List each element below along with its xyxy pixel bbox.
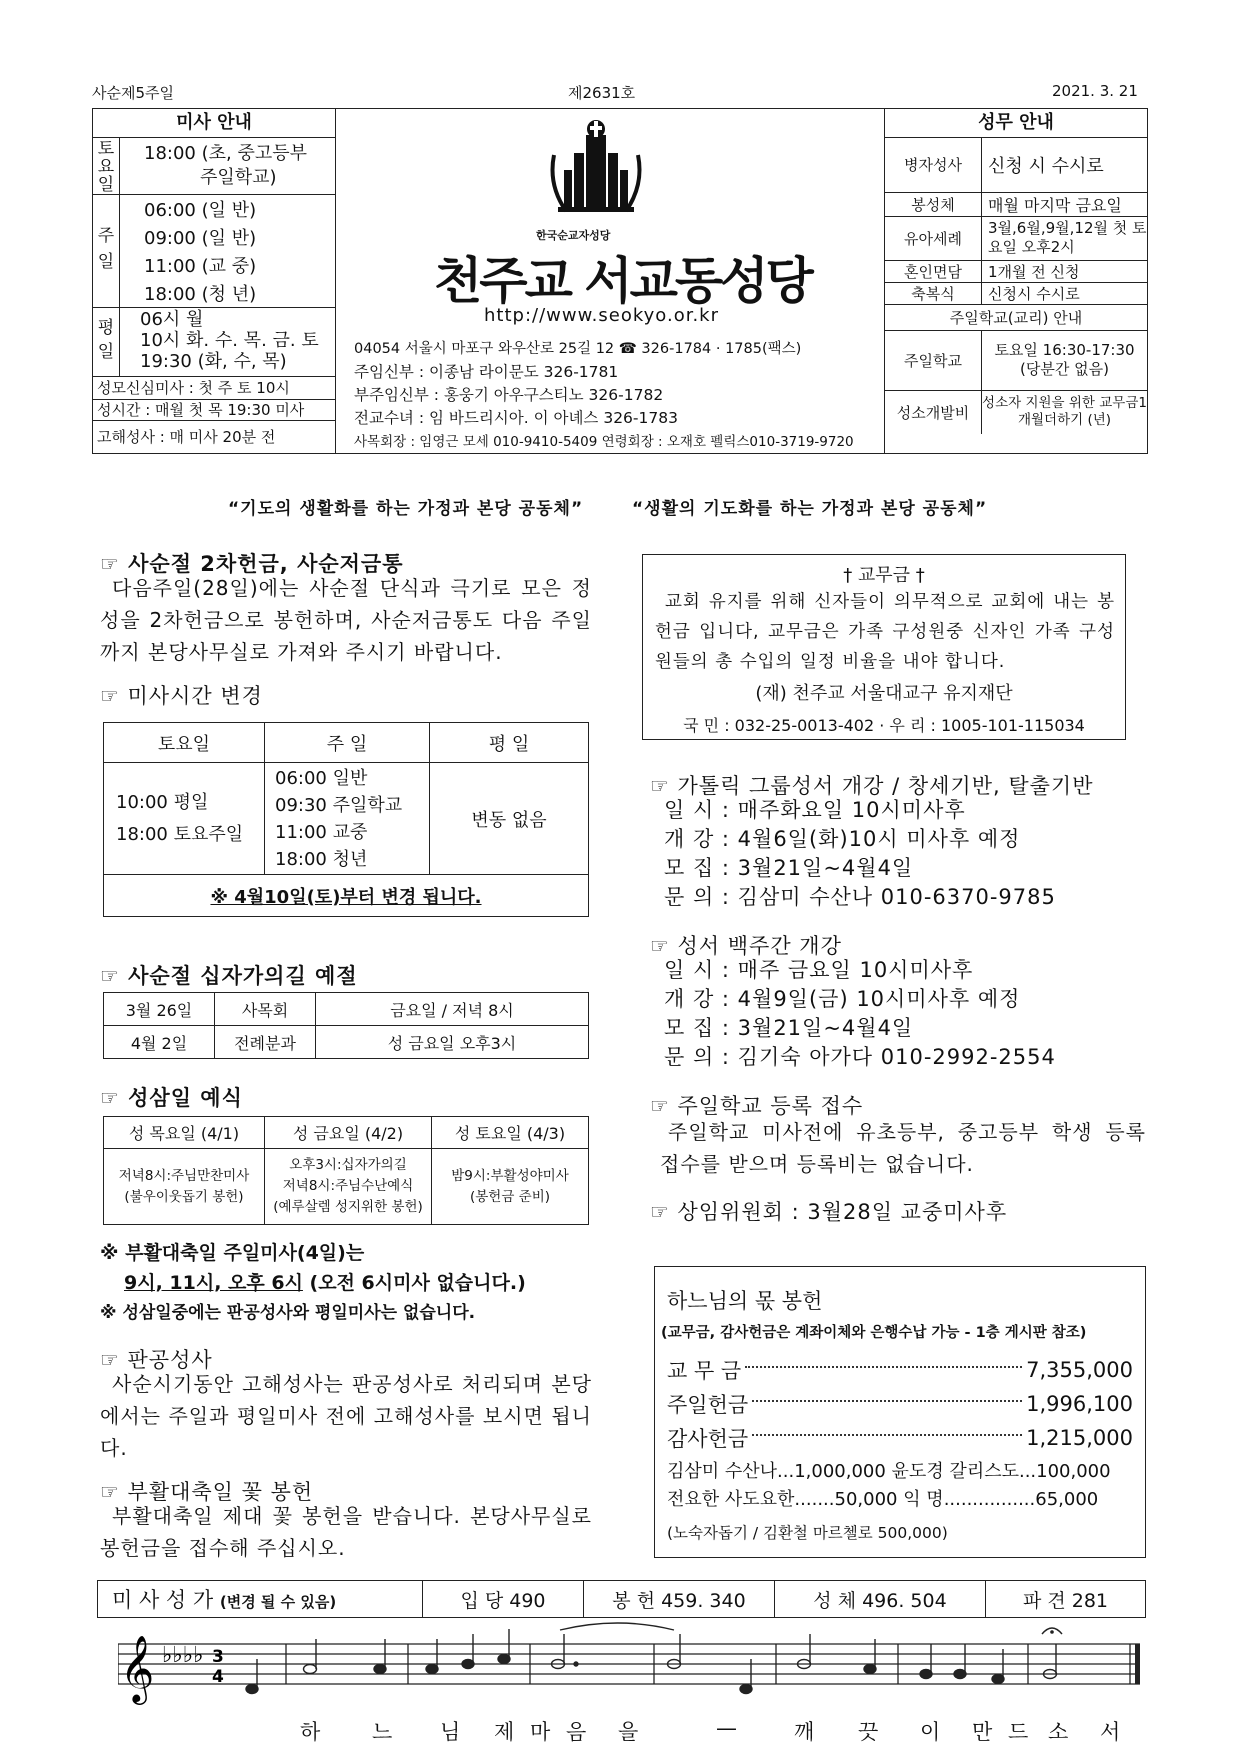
staff-line: 부주임신부 : 홍웅기 아우구스티노 326-1782 (354, 386, 664, 404)
table-header: 평 일 (430, 723, 589, 763)
sacrament-value: 1개월 전 신청 (982, 260, 1148, 282)
bible1-list (664, 796, 1056, 912)
table-cell: 오후3시:십자가의길 (289, 1157, 407, 1173)
lyric-syllable: 이 (920, 1720, 941, 1744)
issue-number: 제2631호 (568, 84, 636, 102)
list-item: 개 강 : 4월9일(금) 10시미사후 예정 (664, 987, 1021, 1011)
staff-line: 주임신부 : 이종남 라이문도 326-1781 (354, 363, 619, 381)
table-cell: 변동 없음 (430, 763, 589, 875)
table-cell: (봉헌금 준비) (469, 1188, 551, 1205)
section-title: ☞ 주일학교 등록 접수 (650, 1094, 864, 1118)
sacrament-table (885, 138, 1147, 434)
sacrament-label: 혼인면담 (885, 260, 982, 282)
lyric-syllable: 느 (372, 1720, 393, 1744)
tie-icon (560, 1623, 674, 1630)
council-line: 사목회장 : 임영근 모세 010-9410-5409 연령회장 : 오재호 펠릭스010-3719-9720 (354, 434, 854, 450)
bible2-list (664, 956, 1056, 1072)
list-item: 일 시 : 매주 금요일 10시미사후 (664, 958, 974, 982)
lyric-syllable: 끗 (858, 1720, 879, 1744)
lyric-syllable: 소 (1048, 1720, 1069, 1744)
mass-line: 06:00 (일 반) (144, 200, 257, 221)
table-cell: 06:00 일반 (275, 767, 368, 789)
mass-weekday (93, 308, 335, 377)
table-cell: 18:00 토요주일 (116, 823, 244, 845)
flat-icon: ♭♭♭♭ (162, 1643, 204, 1668)
lyric-syllable: 만 (972, 1720, 993, 1744)
lyric-syllable: 을 (618, 1720, 639, 1744)
triduum-table (103, 1116, 589, 1225)
school-title: 주일학교(교리) 안내 (885, 304, 1147, 330)
easter-notice: ※ 부활대축일 주일미사(4일)는 (100, 1242, 365, 1264)
leader-dots (745, 1366, 1022, 1368)
table-cell: 10:00 평일 (116, 791, 209, 813)
tithe-title: † 교무금 † (843, 565, 925, 586)
list-item: 일 시 : 매주화요일 10시미사후 (664, 798, 966, 822)
section-title: ☞ 미사시간 변경 (100, 684, 263, 708)
mass-extra: 고해성사 : 매 미사 20분 전 (97, 428, 276, 446)
list-item: 문 의 : 김삼미 수산나 010-6370-9785 (664, 885, 1056, 909)
day-label: 토 요 일 (93, 138, 120, 194)
mass-line: 06시 월 (140, 309, 204, 330)
week-label: 사순제5주일 (92, 84, 174, 102)
mass-sunday (93, 195, 335, 308)
committee-notice: ☞ 상임위원회 : 3월28일 교중미사후 (650, 1200, 1008, 1224)
tithe-foundation: (재) 천주교 서울대교구 유지재단 (755, 683, 1013, 704)
lyric-syllable: 음 (566, 1720, 587, 1744)
list-item: 모 집 : 3월21일~4월4일 (664, 1016, 914, 1040)
offering-label: 교 무 금 (667, 1359, 742, 1383)
offering-value: 1,215,000 (1026, 1426, 1133, 1450)
offering-note: (노숙자돕기 / 김환철 마르첼로 500,000) (667, 1524, 948, 1542)
issue-date: 2021. 3. 21 (1052, 82, 1138, 100)
sacrament-value: 매월 마지막 금요일 (982, 192, 1148, 216)
offering-title: 하느님의 몫 봉헌 (667, 1289, 823, 1313)
offering-box (654, 1266, 1146, 1558)
dev-label: 성소개발비 (885, 390, 982, 434)
tithe-box (642, 554, 1126, 740)
sacrament-value: 신청 시 수시로 (982, 138, 1148, 192)
offering-label: 주일헌금 (667, 1393, 749, 1417)
hymn-table (97, 1580, 1146, 1618)
mass-extra: 성시간 : 매월 첫 목 19:30 미사 (93, 400, 335, 421)
church-address: 04054 서울시 마포구 와우산로 25길 12 ☎ 326-1784 · 1785(팩스) (354, 341, 802, 357)
treble-clef-icon: 𝄞 (120, 1634, 155, 1702)
logo-caption: 한국순교자성당 (536, 229, 611, 242)
offering-row (667, 1423, 1133, 1453)
leader-dots (752, 1434, 1022, 1436)
dev-value: 성소자 지원을 위한 교무금1개월더하기 (년) (982, 390, 1148, 434)
offering-row (667, 1355, 1133, 1385)
table-cell: 성 금요일 오후3시 (316, 1026, 589, 1059)
tithe-accounts: 국 민 : 032-25-0013-402 · 우 리 : 1005-101-115034 (683, 716, 1085, 735)
table-note: ※ 4월10일(토)부터 변경 됩니다. (104, 875, 589, 917)
mass-line: 18:00 (초, 중고등부 (144, 143, 308, 164)
section-title: ☞ 판공성사 (100, 1348, 213, 1372)
school-value: 토요일 16:30-17:30 (당분간 없음) (982, 330, 1148, 390)
sacrament-label: 축복식 (885, 282, 982, 304)
table-header: 성 목요일 (4/1) (104, 1117, 265, 1149)
table-cell: 밤9시:부활성야미사 (451, 1167, 569, 1184)
school-label: 주일학교 (885, 330, 982, 390)
list-item: 문 의 : 김기숙 아가다 010-2992-2554 (664, 1045, 1056, 1069)
hymn-label-note: (변경 될 수 있음) (219, 1593, 337, 1611)
church-logo-icon (546, 115, 646, 225)
hymn-entrance: 입 당 490 (423, 1581, 584, 1618)
section-title: ☞ 가톨릭 그룹성서 개강 / 창세기반, 탈출기반 (650, 774, 1094, 798)
table-cell: 09:30 주일학교 (275, 794, 403, 816)
section-body: 부활대축일 제대 꽃 봉헌을 받습니다. 본당사무실로 봉헌금을 접수해 주십시오. (100, 1504, 592, 1560)
mass-line: 11:00 (교 중) (144, 256, 257, 277)
section-body: 사순시기동안 고해성사는 판공성사로 처리되며 본당에서는 주일과 평일미사 전에 고해성사를 보시면 됩니다. (100, 1372, 592, 1460)
tithe-body: 교회 유지를 위해 신자들이 의무적으로 교회에 내는 봉헌금 입니다, 교무금은 가족 구성원중 신자인 가족 구성원들의 총 수입의 일정 비율을 내야 합니다. (655, 592, 1115, 672)
sacrament-label: 병자성사 (885, 138, 982, 192)
motto-right: “생활의 기도화를 하는 가정과 본당 공동체” (632, 499, 988, 519)
section-title: ☞ 사순절 2차헌금, 사순저금통 (100, 552, 404, 576)
mass-line: 09:00 (일 반) (144, 228, 257, 249)
church-url[interactable]: http://www.seokyo.or.kr (484, 305, 720, 326)
offering-value: 7,355,000 (1026, 1358, 1133, 1382)
offering-row (667, 1389, 1133, 1419)
hymn-label: 미 사 성 가 (112, 1588, 214, 1612)
table-cell: (예루살렘 성지위한 봉헌) (273, 1199, 423, 1215)
table-cell: 전례분과 (215, 1026, 316, 1059)
sacrament-label: 유아세례 (885, 216, 982, 260)
mass-info-box (92, 108, 336, 454)
list-item: 모 집 : 3월21일~4월4일 (664, 856, 914, 880)
easter-times (124, 1268, 526, 1295)
day-label: 평 일 (93, 308, 120, 376)
table-cell: 3월 26일 (104, 993, 215, 1026)
donor-line: 전요한 사도요한.......50,000 익 명................65,000 (667, 1489, 1099, 1510)
lyric-syllable: — (716, 1716, 737, 1740)
section-body: 주일학교 미사전에 유초등부, 중고등부 학생 등록 접수를 받으며 등록비는 없습니다. (660, 1120, 1146, 1176)
time-sig-top: 3 (212, 1647, 224, 1667)
easter-times-main: 9시, 11시, 오후 6시 (124, 1272, 303, 1294)
church-box (336, 108, 884, 454)
mass-line: 10시 화. 수. 목. 금. 토 (140, 330, 319, 351)
section-title: ☞ 부활대축일 꽃 봉헌 (100, 1480, 314, 1504)
sacrament-value: 3월,6월,9월,12월 첫 토요일 오후2시 (982, 216, 1148, 260)
easter-note: ※ 성삼일중에는 판공성사와 평일미사는 없습니다. (100, 1303, 476, 1323)
table-cell: 저녁8시:주님수난예식 (282, 1178, 414, 1194)
lyrics (300, 1716, 1170, 1746)
lyric-syllable: 님 (440, 1720, 461, 1744)
table-cell: 4월 2일 (104, 1026, 215, 1059)
table-cell: 저녁8시:주님만찬미사 (118, 1167, 250, 1184)
offering-subtitle: (교무금, 감사헌금은 계좌이체와 은행수납 가능 - 1층 게시판 참조) (661, 1325, 1087, 1341)
mass-line: 18:00 (청 년) (144, 284, 257, 305)
mass-extra: 성모신심미사 : 첫 주 토 10시 (93, 377, 335, 400)
table-header: 주 일 (265, 723, 430, 763)
table-header: 성 금요일 (4/2) (265, 1117, 432, 1149)
section-title: ☞ 성삼일 예식 (100, 1086, 243, 1110)
day-label: 주 일 (93, 195, 120, 307)
sacrament-label: 봉성체 (885, 192, 982, 216)
section-body: 다음주일(28일)에는 사순절 단식과 극기로 모은 정성을 2차헌금으로 봉헌하며, 사순저금통도 다음 주일까지 본당사무실로 가져와 주시기 바랍니다. (100, 576, 592, 664)
sacrament-box (884, 108, 1148, 454)
lyric-syllable: 마 (530, 1720, 551, 1744)
table-cell: 금요일 / 저녁 8시 (316, 993, 589, 1026)
mass-saturday (93, 138, 335, 195)
hymn-communion: 성 체 496. 504 (775, 1581, 986, 1618)
lyric-syllable: 하 (300, 1720, 321, 1744)
lyric-syllable: 제 (494, 1720, 515, 1744)
sacrament-value: 신청시 수시로 (982, 282, 1148, 304)
music-staff (118, 1622, 1148, 1712)
hymn-offertory: 봉 헌 459. 340 (584, 1581, 775, 1618)
offering-value: 1,996,100 (1026, 1392, 1133, 1416)
table-cell: 18:00 청년 (275, 848, 368, 870)
section-title: ☞ 성서 백주간 개강 (650, 934, 842, 958)
table-cell: (불우이웃돕기 봉헌) (124, 1188, 244, 1205)
table-header: 성 토요일 (4/3) (432, 1117, 589, 1149)
staff-line: 전교수녀 : 임 바드리시아. 이 아녜스 326-1783 (354, 409, 678, 427)
list-item: 개 강 : 4월6일(화)10시 미사후 예정 (664, 827, 1021, 851)
table-cell: 11:00 교중 (275, 821, 368, 843)
mass-info-title: 미사 안내 (93, 109, 335, 138)
donor-line: 김삼미 수산나...1,000,000 윤도경 갈리스도...100,000 (667, 1461, 1111, 1482)
easter-times-note: (오전 6시미사 없습니다.) (302, 1272, 526, 1294)
lyric-syllable: 서 (1100, 1720, 1121, 1744)
table-cell: 사목회 (215, 993, 316, 1026)
sacrament-title: 성무 안내 (885, 109, 1147, 138)
offering-label: 감사헌금 (667, 1427, 749, 1451)
hymn-dismissal: 파 견 281 (986, 1581, 1146, 1618)
mass-line: 19:30 (화, 수, 목) (140, 351, 287, 372)
motto-left: “기도의 생활화를 하는 가정과 본당 공동체” (228, 499, 584, 519)
mass-line: 주일학교) (200, 167, 277, 188)
section-title: ☞ 사순절 십자가의길 예절 (100, 964, 358, 988)
stations-table (103, 992, 589, 1059)
mass-change-table (103, 722, 589, 917)
lyric-syllable: 깨 (794, 1720, 815, 1744)
church-name: 천주교 서교동성당 (434, 252, 811, 310)
leader-dots (752, 1400, 1022, 1402)
time-sig-bottom: 4 (212, 1667, 224, 1687)
lyric-syllable: 드 (1008, 1720, 1029, 1744)
table-header: 토요일 (104, 723, 265, 763)
